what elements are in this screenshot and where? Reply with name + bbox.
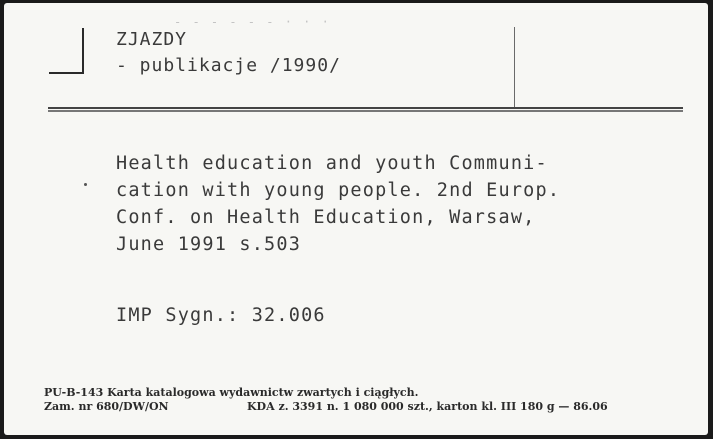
faded-stamp-text: - - - - - - · · · — [174, 15, 331, 29]
footer-order-number: Zam. nr 680/DW/ON — [44, 400, 169, 413]
catalog-card — [4, 3, 708, 435]
entry-line-4: June 1991 s.503 — [116, 234, 302, 255]
horizontal-divider-shadow — [48, 110, 683, 112]
entry-line-3: Conf. on Health Education, Warsaw, — [116, 207, 536, 228]
entry-line-1: Health education and youth Communi- — [116, 153, 548, 174]
subject-subheading: - publikacje /1990/ — [116, 55, 341, 76]
vertical-divider — [514, 27, 515, 107]
horizontal-divider — [48, 107, 683, 109]
punch-dot — [84, 183, 87, 186]
subject-heading: ZJAZDY — [116, 29, 188, 50]
corner-mark-vertical — [82, 28, 84, 74]
footer-print-info: KDA z. 3391 n. 1 080 000 szt., karton kl. III 180 g — 86.06 — [247, 400, 608, 413]
footer-form-title: PU-B-143 Karta katalogowa wydawnictw zwartych i ciągłych. — [44, 386, 419, 399]
corner-mark-horizontal — [49, 72, 84, 74]
signature-line: IMP Sygn.: 32.006 — [116, 305, 326, 326]
entry-line-2: cation with young people. 2nd Europ. — [116, 180, 561, 201]
